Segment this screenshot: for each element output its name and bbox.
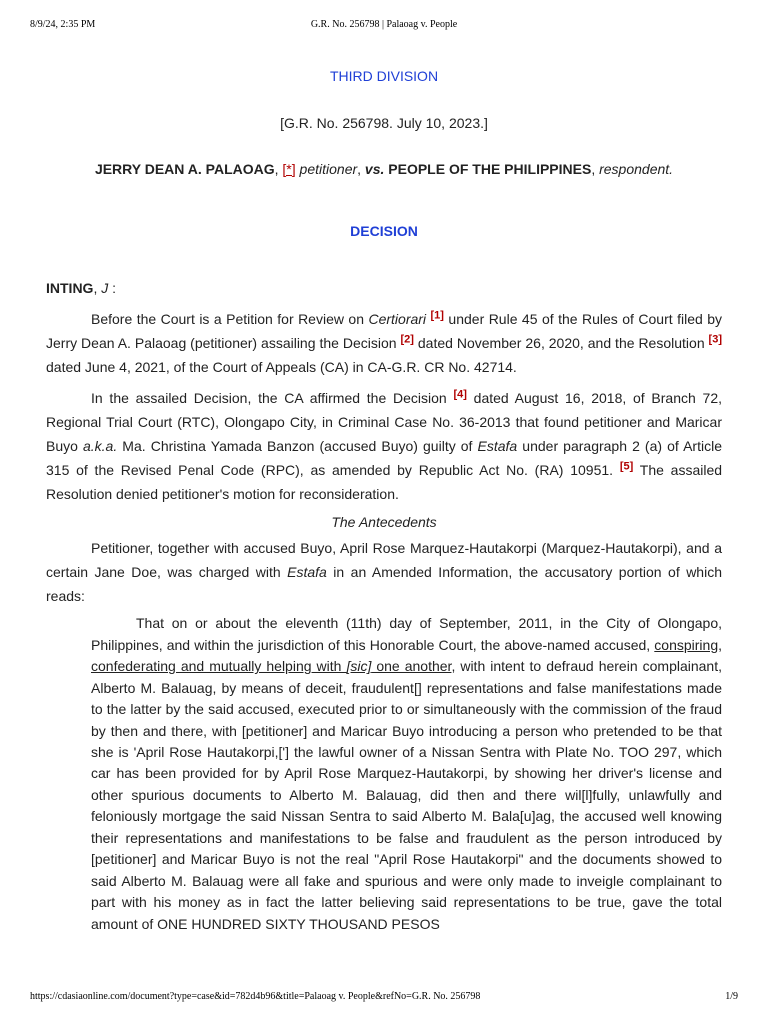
document-body bbox=[46, 66, 722, 935]
footnote-link-4[interactable]: [4] bbox=[453, 387, 467, 400]
petitioner-footnote-link[interactable]: [*] bbox=[282, 161, 296, 177]
division-heading: THIRD DIVISION bbox=[329, 68, 439, 84]
case-parties: JERRY DEAN A. PALAOAG, [*] petitioner, vs. PEOPLE OF THE PHILIPPINES, respondent. bbox=[94, 161, 674, 177]
paragraph-3: Petitioner, together with accused Buyo, April Rose Marquez-Hautakorpi (Marquez-Hautakorpi), and a certain Jane Doe, was charged with Estafa in an Amended Information, the accusatory portion of which reads: bbox=[46, 539, 722, 605]
respondent-name: PEOPLE OF THE PHILIPPINES bbox=[388, 161, 592, 177]
versus: vs. bbox=[364, 161, 385, 177]
footnote-link-2[interactable]: [2] bbox=[400, 333, 414, 346]
petitioner-name: JERRY DEAN A. PALAOAG bbox=[94, 161, 275, 177]
print-page-number: 1/9 bbox=[725, 991, 738, 1002]
ra-10951-link[interactable]: Republic Act No. (RA) 10951 bbox=[418, 462, 610, 479]
information-quote: That on or about the eleventh (11th) day of September, 2011, in the City of Olongapo, Philippines, and within the jurisdiction of this Honorable Court, the above-named accused, conspiring, confederating and mutually helping with [sic] one another, with intent to defraud herein complainant, Alberto M. Balauag, by means of deceit, fraudulent[] representations and false manifestations made to the latter by the said accused, executed prior to or simultaneously with the commission of the fraud by then and there, with [petitioner] and Maricar Buyo introducing a person who pretended to be that she is 'April Rose Hautakorpi,['] the lawful owner of a Nissan Sentra with Plate No. TOO 297, which car has been provided for by April Rose Marquez-Hautakorpi, by showing her driver's license and other spurious documents to Alberto M. Balauag, did then and there wil[l]fully, unlawfully and feloniously mortgage the said Nissan Sentra to said Alberto M. Bala[u]ag, the accused well knowing their representations and manifestations to be false and fraudulent as the person introduced by [petitioner] and Maricar Buyo is not the real "April Rose Hautakorpi" and the documents showed to said Alberto M. Balauag were all fake and spurious and were only made to inveigle complainant to part with his money as in fact the latter believing said representations to be true, gave the total amount of ONE HUNDRED SIXTY THOUSAND PESOS bbox=[91, 615, 722, 932]
print-url: https://cdasiaonline.com/document?type=case&id=782d4b96&title=Palaoag v. People&refNo=G.R. No. 256798 bbox=[30, 991, 481, 1002]
print-page-title: G.R. No. 256798 | Palaoag v. People bbox=[310, 19, 458, 30]
footnote-link-5[interactable]: [5] bbox=[619, 460, 634, 473]
petitioner-role: petitioner bbox=[299, 161, 358, 177]
rules-of-court-link[interactable]: Rules of Court bbox=[582, 311, 673, 327]
decision-heading: DECISION bbox=[350, 223, 418, 239]
ponente-name: INTING bbox=[46, 280, 94, 296]
footnote-link-1[interactable]: [1] bbox=[430, 309, 444, 322]
footnote-link-3[interactable]: [3] bbox=[708, 333, 722, 346]
gr-number: [G.R. No. 256798. July 10, 2023.] bbox=[280, 115, 488, 131]
antecedents-heading: The Antecedents bbox=[331, 513, 437, 530]
paragraph-1: Before the Court is a Petition for Review on Certiorari [1] under Rule 45 of the Rules of Court filed by Jerry Dean A. Palaoag (petitioner) assailing the Decision [2] dated November 26, 2020, and the Resolution [3] dated June 4, 2021, of the Court of Appeals (CA) in CA-G.R. CR No. 42714. bbox=[46, 309, 723, 376]
ponente-line: INTING, J : bbox=[46, 280, 117, 296]
ponente-title: J bbox=[101, 280, 109, 296]
print-timestamp: 8/9/24, 2:35 PM bbox=[30, 19, 96, 30]
respondent-role: respondent. bbox=[599, 161, 674, 177]
paragraph-2: In the assailed Decision, the CA affirmed the Decision [4] dated August 16, 2018, of Branch 72, Regional Trial Court (RTC), Olongapo City, in Criminal Case No. 36-2013 that found petitioner and Maricar Buyo a.k.a. Ma. Christina Yamada Banzon (accused Buyo) guilty of Estafa under paragraph 2 (a) of Article 315 of the Revised Penal Code (RPC), as amended by Republic Act No. (RA) 10951. [5] The assailed Resolution denied petitioner's motion for reconsideration. bbox=[46, 387, 723, 503]
rpc-link[interactable]: Revised Penal Code bbox=[120, 462, 255, 479]
